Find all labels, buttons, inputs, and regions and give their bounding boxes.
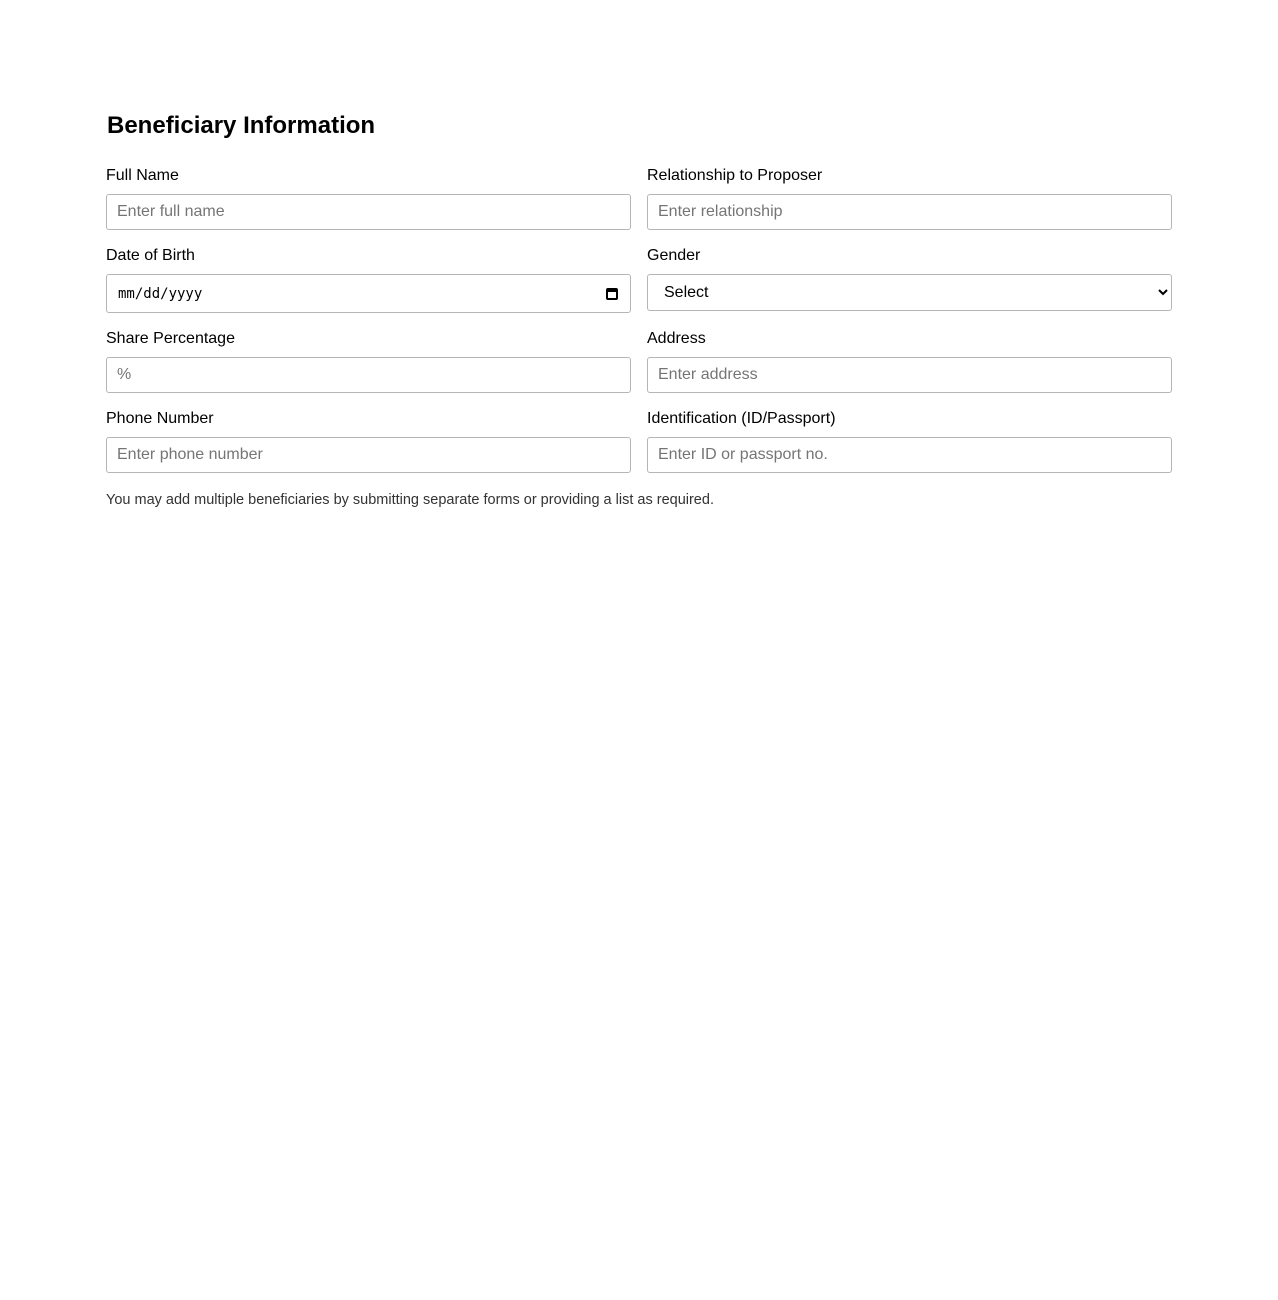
address-field [647,330,1172,393]
relationship-field [647,167,1172,230]
relationship-input[interactable] [647,194,1172,230]
dob-input[interactable] [106,274,631,313]
gender-field [647,247,1172,313]
identification-field [647,410,1172,473]
dob-placeholder: mm/dd/yyyy [118,285,203,302]
gender-label: Gender [647,247,701,264]
dob-label: Date of Birth [106,247,195,264]
calendar-icon[interactable] [606,288,618,300]
page-title: Beneficiary Information [107,112,376,139]
address-label: Address [647,330,706,347]
share-label: Share Percentage [106,330,235,347]
help-note: You may add multiple beneficiaries by submitting separate forms or providing a list as required. [106,492,714,508]
identification-input[interactable] [647,437,1172,473]
dob-field [106,247,631,313]
phone-input[interactable] [106,437,631,473]
beneficiary-form [106,110,1172,509]
identification-label: Identification (ID/Passport) [647,410,836,427]
gender-select[interactable] [647,274,1172,311]
phone-label: Phone Number [106,410,214,427]
full-name-input[interactable] [106,194,631,230]
full-name-label: Full Name [106,167,179,184]
relationship-label: Relationship to Proposer [647,167,823,184]
share-input[interactable] [106,357,631,393]
full-name-field [106,167,631,230]
share-field [106,330,631,393]
phone-field [106,410,631,473]
address-input[interactable] [647,357,1172,393]
